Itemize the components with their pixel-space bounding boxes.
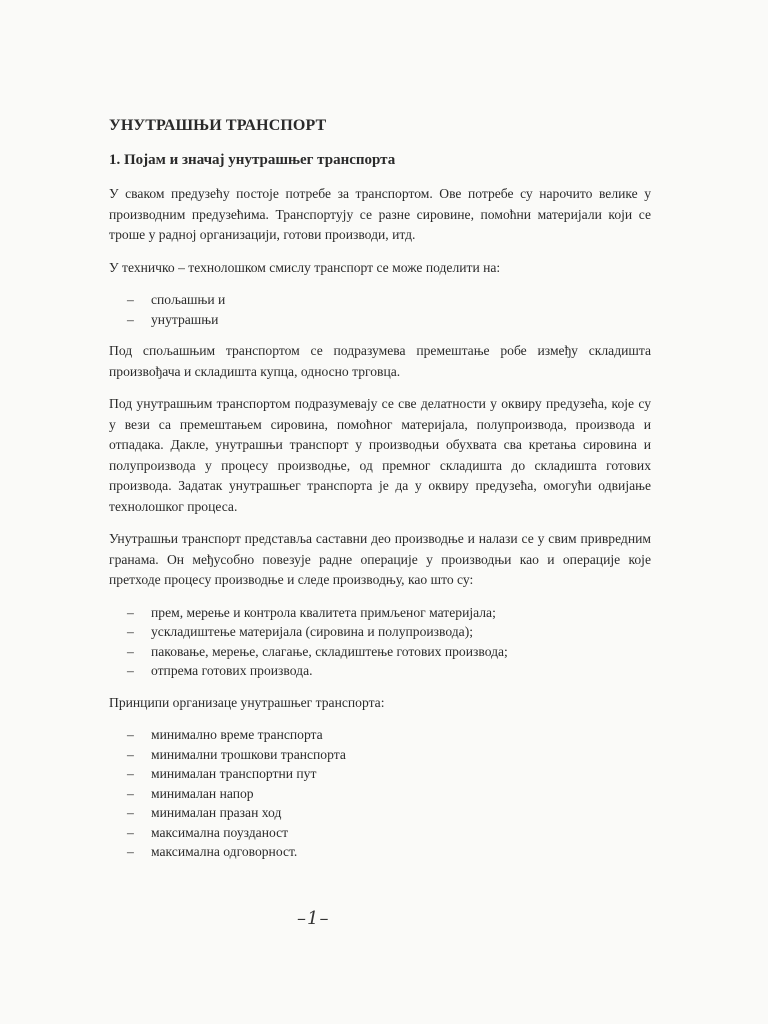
paragraph-internal-transport: Под унутрашњим транспортом подразумевају се све делатности у оквиру предузећа, које су у вези са премештањем сировина, помоћног материјала, полупроизвода, производа и отпадака. Дакле, унутрашњи транспорт у производњи обухвата сва кретања сировина и полупроизвода у процесу производње, од премног складишта до складишта готових производа. Задатак унутрашњег транспорта је да у оквиру предузећа, омогући одвијање технолошког процеса. xyxy=(109,396,651,514)
section-heading: 1. Појам и значај унутрашњег транспорта xyxy=(109,151,396,168)
operations-list xyxy=(109,603,651,681)
list-item: – отпрема готових производа. xyxy=(109,661,651,681)
list-item: – минималан транспортни пут xyxy=(109,764,651,784)
list-item: – прем, мерење и контрола квалитета примљеног материјала; xyxy=(109,603,651,623)
paragraph-classification: У техничко – технолошком смислу транспорт се може поделити на: xyxy=(109,259,501,275)
list-item: – ускладиштење материјала (сировина и полупроизвода); xyxy=(109,622,651,642)
document-title: УНУТРАШЊИ ТРАНСПОРТ xyxy=(109,117,327,134)
list-item: – максимална одговорност. xyxy=(109,842,651,862)
list-item: – максимална поузданост xyxy=(109,823,651,843)
page-number: –1– xyxy=(297,908,330,929)
list-item: – паковање, мерење, слагање, складиштење готових производа; xyxy=(109,642,651,662)
principles-list xyxy=(109,725,651,862)
list-item: – унутрашњи xyxy=(109,310,651,330)
list-item: – спољашњи и xyxy=(109,290,651,310)
document-body xyxy=(109,116,651,874)
paragraph-external-transport: Под спољашњим транспортом се подразумева премештање робе између складишта произвођача и складишта купца, односно трговца. xyxy=(109,343,651,379)
paragraph-production-role: Унутрашњи транспорт представља саставни део производње и налази се у свим привредним гранама. Он међусобно повезује радне операције у производњи као и операције које претходе процесу производње и следе производњу, као што су: xyxy=(109,531,651,587)
list-item: – минимално време транспорта xyxy=(109,725,651,745)
list-item: – минималан празан ход xyxy=(109,803,651,823)
list-item: – минимални трошкови транспорта xyxy=(109,745,651,765)
transport-types-list xyxy=(109,290,651,329)
paragraph-principles: Принципи организаце унутрашњег транспорта: xyxy=(109,694,385,710)
paragraph-intro: У сваком предузећу постоје потребе за транспортом. Ове потребе су нарочито велике у производним предузећима. Транспортују се разне сировине, помоћни материјали који се троше у радној организацији, готови производи, итд. xyxy=(109,186,651,242)
list-item: – минималан напор xyxy=(109,784,651,804)
